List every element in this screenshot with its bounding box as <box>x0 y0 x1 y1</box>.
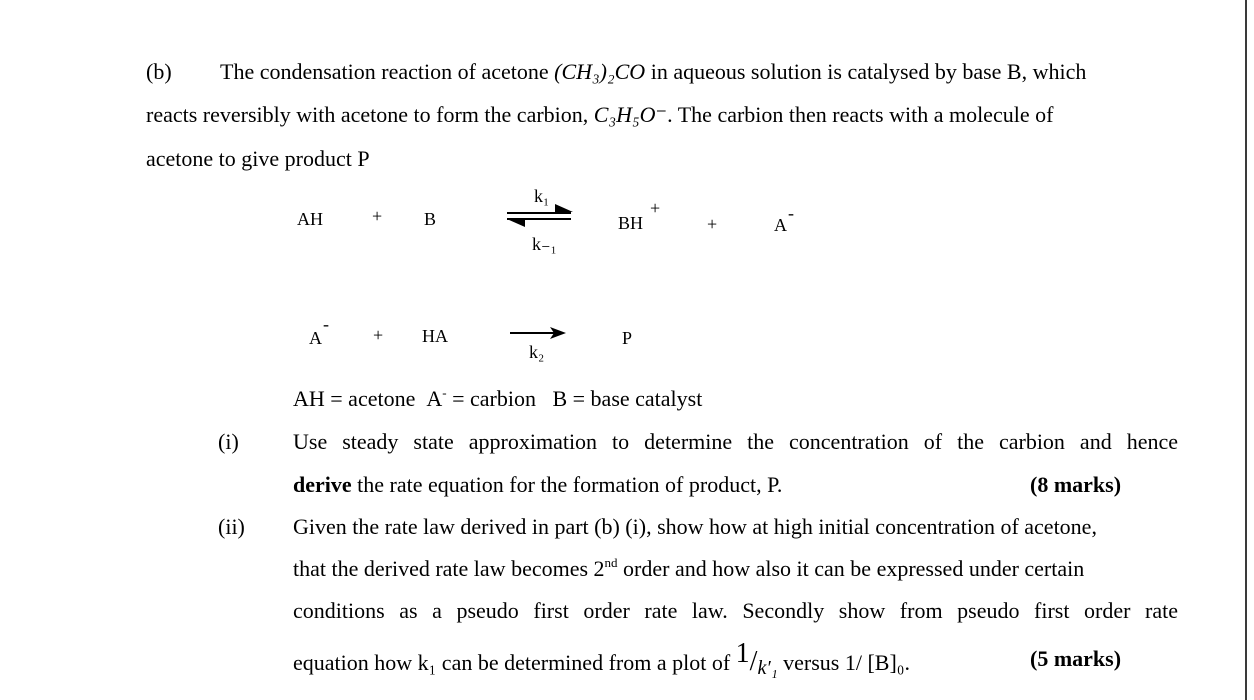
product-bh: BH <box>618 213 644 233</box>
reactant-ah: AH <box>297 209 323 229</box>
intro-text: in aqueous solution is catalysed by base B, which <box>645 59 1087 84</box>
question-i-line-1: Use steady state approximation to determine the concentration of the carbion and hence <box>293 429 1178 454</box>
reactant-b: B <box>424 209 437 229</box>
part-label: (b) <box>146 59 172 84</box>
legend-acetone: AH = acetone <box>293 386 416 411</box>
question-ii-marks: (5 marks) <box>1030 646 1122 671</box>
a-charge: - <box>323 314 329 334</box>
bh-charge: + <box>650 198 661 218</box>
question-ii-line-4 <box>293 638 910 679</box>
plus-sign: + <box>372 206 383 226</box>
intro-line-1 <box>220 61 1178 83</box>
rate-constant-k1: k₁ <box>534 186 550 206</box>
question-ii-text: order and how also it can be expressed under certain <box>617 556 1085 581</box>
question-i-marks: (8 marks) <box>1030 472 1122 497</box>
intro-line-2 <box>146 104 1178 126</box>
reactant-a: A <box>309 328 322 348</box>
species-legend <box>293 385 703 411</box>
question-ii-line-3: conditions as a pseudo first order rate law. Secondly show from pseudo first order rate <box>293 598 1178 623</box>
question-i-line-2 <box>293 474 782 496</box>
question-ii-line-2 <box>293 555 1178 581</box>
a-charge: - <box>788 203 794 223</box>
plus-sign: + <box>373 325 384 345</box>
fraction-denominator: k′₁ <box>757 657 778 679</box>
acetone-formula: (CH₃)₂CO <box>554 59 646 84</box>
carbion-formula: C₃H₅O⁻ <box>593 102 668 127</box>
page-edge <box>1245 0 1247 700</box>
legend-a: A <box>426 386 443 411</box>
plus-sign: + <box>707 214 718 234</box>
question-i-label: (i) <box>218 429 239 454</box>
rate-constant-k-minus-1: k₋₁ <box>532 234 557 254</box>
forward-arrow-icon <box>555 204 573 214</box>
question-ii-label: (ii) <box>218 514 245 539</box>
question-ii-line-1: Given the rate law derived in part (b) (i), show how at high initial concentration of acetone, <box>293 514 1097 539</box>
product-p: P <box>622 328 633 348</box>
legend-a-charge: - <box>442 385 447 400</box>
derive-emphasis: derive <box>293 472 352 497</box>
intro-line-3: acetone to give product P <box>146 146 370 171</box>
question-ii-text: versus 1/ [B]₀. <box>777 650 910 675</box>
legend-carbion: = carbion <box>446 386 536 411</box>
product-a: A <box>774 215 787 235</box>
ordinal-suffix: nd <box>604 555 618 570</box>
question-i-text: the rate equation for the formation of product, P. <box>351 472 783 497</box>
question-ii-text: equation how k₁ can be determined from a plot of <box>293 650 736 675</box>
intro-text: The condensation reaction of acetone <box>220 59 555 84</box>
fraction-slash: / <box>749 646 758 677</box>
legend-base: B = base catalyst <box>552 386 703 411</box>
fraction-numerator: 1 <box>735 638 750 669</box>
question-ii-text: that the derived rate law becomes 2 <box>293 556 605 581</box>
rate-constant-k2: k₂ <box>529 342 545 362</box>
right-arrow-icon <box>550 327 566 339</box>
intro-text: . The carbion then reacts with a molecule of <box>667 102 1054 127</box>
intro-text: reacts reversibly with acetone to form the carbion, <box>146 102 594 127</box>
reverse-arrow-icon <box>507 219 525 229</box>
reactant-ha: HA <box>422 326 448 346</box>
